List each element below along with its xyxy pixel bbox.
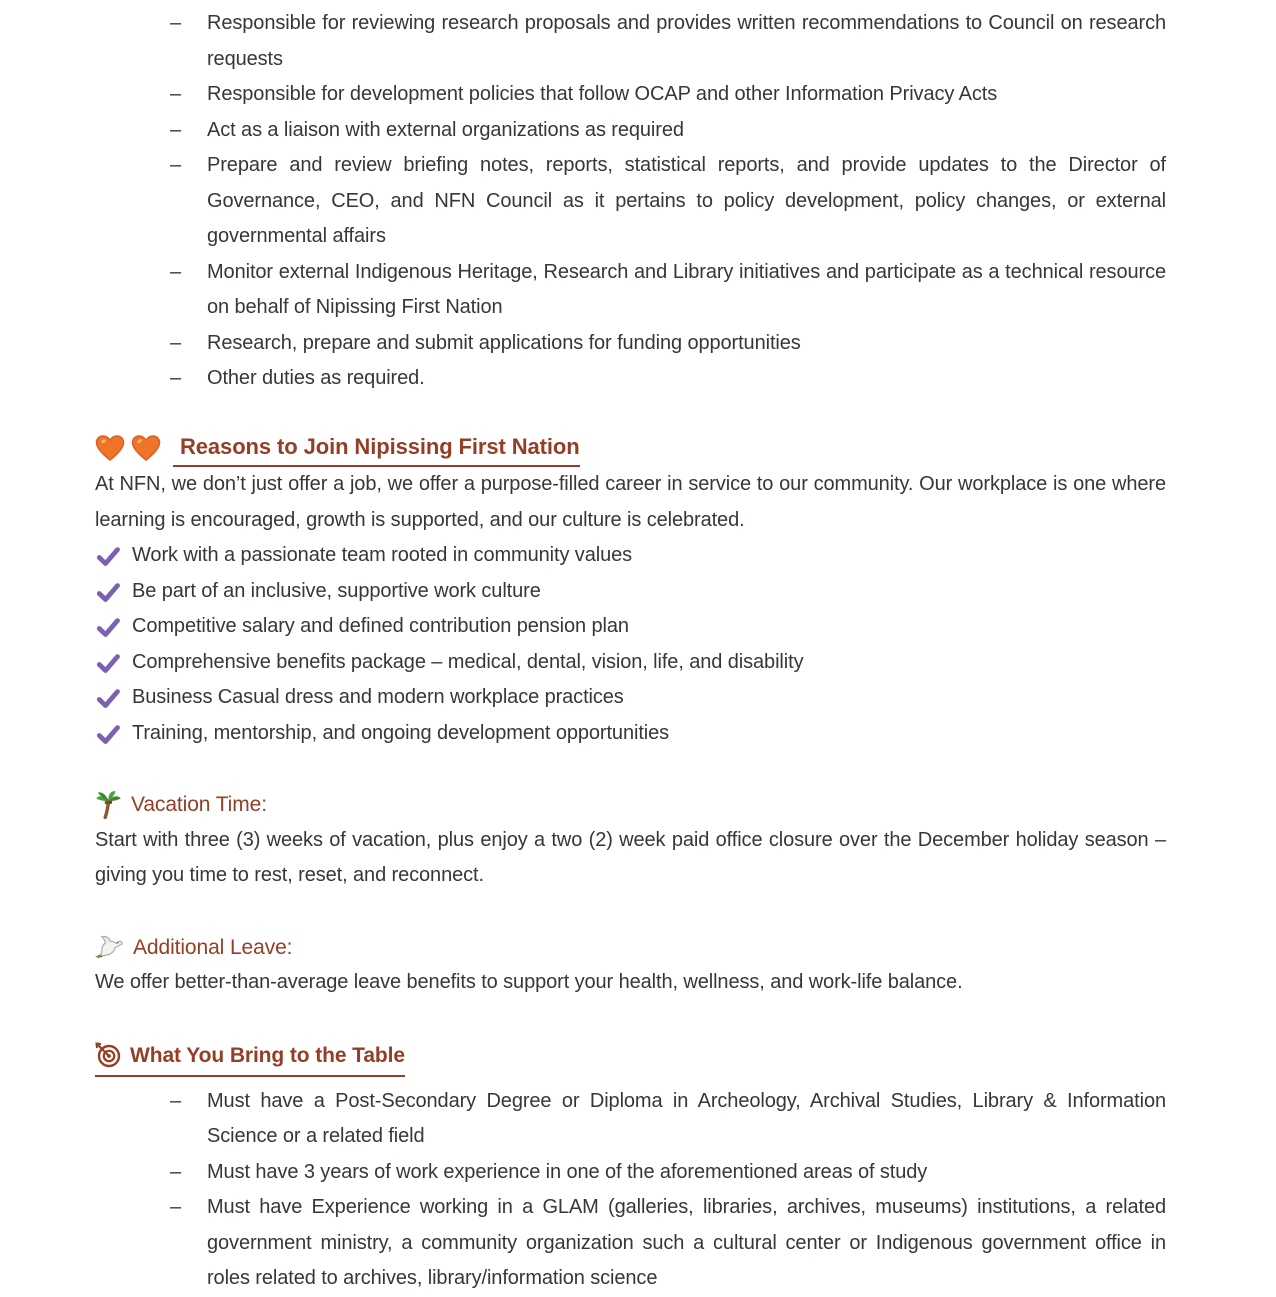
- reasons-check-list: [95, 538, 1166, 751]
- orange-heart-icon: [131, 434, 161, 462]
- reasons-check-item-text: Be part of an inclusive, supportive work culture: [132, 579, 541, 602]
- dash-bullet-icon: –: [170, 12, 182, 34]
- duties-list-item: [95, 6, 1166, 77]
- bring-heading-underline: [95, 1038, 405, 1078]
- reasons-check-item-text: Work with a passionate team rooted in community values: [132, 544, 633, 566]
- reasons-heading-text: Reasons to Join Nipissing First Nation: [173, 429, 580, 468]
- duties-list-item-text: Monitor external Indigenous Heritage, Research and Library initiatives and participate as a technical resource on behalf of Nipissing First Nation: [207, 260, 1166, 318]
- duties-list-item-text: Responsible for reviewing research proposals and provides written recommendations to Council on research requests: [207, 12, 1166, 70]
- dash-bullet-icon: –: [170, 154, 182, 176]
- dash-bullet-icon: –: [170, 1089, 182, 1112]
- check-mark-icon: [97, 618, 120, 638]
- reasons-check-item: [95, 574, 1166, 610]
- vacation-paragraph: Start with three (3) weeks of vacation, plus enjoy a two (2) week paid office closure over the December holiday season – giving you time to rest, reset, and reconnect.: [95, 828, 1166, 886]
- reasons-check-item: [95, 609, 1166, 645]
- additional-leave-paragraph: We offer better-than-average leave benefits to support your health, wellness, and work-life balance.: [95, 971, 963, 993]
- check-mark-icon: [97, 654, 120, 674]
- heart-icons-group: [95, 434, 161, 462]
- check-mark-icon: [97, 547, 120, 567]
- dove-icon: [95, 934, 124, 961]
- bring-list-item: [95, 1084, 1166, 1155]
- duties-list: [95, 6, 1166, 397]
- duties-list-item-text: Other duties as required.: [207, 367, 425, 389]
- duties-list-item: [95, 361, 1166, 397]
- check-mark-icon: [97, 583, 120, 603]
- reasons-check-item: [95, 716, 1166, 752]
- vacation-heading: [95, 787, 1166, 823]
- dash-bullet-icon: –: [170, 1160, 182, 1183]
- duties-list-item: [95, 148, 1166, 255]
- check-mark-icon: [97, 689, 120, 709]
- additional-leave-heading-text: Additional Leave:: [133, 935, 293, 959]
- duties-list-item-text: Act as a liaison with external organizations as required: [207, 118, 684, 141]
- dash-bullet-icon: –: [170, 331, 182, 354]
- bring-list-item: [95, 1155, 1166, 1191]
- duties-list-item-text: Research, prepare and submit applications for funding opportunities: [207, 331, 801, 354]
- duties-list-item: [95, 77, 1166, 113]
- dash-bullet-icon: –: [170, 367, 182, 389]
- dash-bullet-icon: –: [170, 83, 182, 105]
- reasons-check-item-text: Business Casual dress and modern workplace practices: [132, 686, 624, 708]
- bring-heading: [95, 1038, 1166, 1080]
- bring-list-item-text: Must have 3 years of work experience in one of the aforementioned areas of study: [207, 1160, 928, 1183]
- bring-list-item: [95, 1190, 1166, 1297]
- reasons-check-item: [95, 680, 1166, 716]
- dash-bullet-icon: –: [170, 260, 182, 283]
- additional-leave-heading: [95, 930, 1166, 966]
- duties-list-item-text: Responsible for development policies that follow OCAP and other Information Privacy Acts: [207, 83, 998, 105]
- bring-list: [95, 1084, 1166, 1297]
- duties-list-item: [95, 326, 1166, 362]
- dash-bullet-icon: –: [170, 118, 182, 141]
- duties-list-item: [95, 113, 1166, 149]
- palm-tree-icon: [95, 790, 122, 819]
- dart-target-icon: [95, 1042, 121, 1068]
- reasons-check-item: [95, 538, 1166, 574]
- vacation-heading-text: Vacation Time:: [131, 793, 267, 816]
- reasons-check-item-text: Competitive salary and defined contribution pension plan: [132, 615, 629, 637]
- reasons-check-item-text: Training, mentorship, and ongoing development opportunities: [132, 721, 670, 744]
- reasons-check-item-text: Comprehensive benefits package – medical, dental, vision, life, and disability: [132, 650, 804, 673]
- dash-bullet-icon: –: [170, 1196, 182, 1219]
- bring-heading-text: What You Bring to the Table: [130, 1043, 405, 1067]
- duties-list-item-text: Prepare and review briefing notes, reports, statistical reports, and provide updates to the Director of Governance, CEO, and NFN Council as it pertains to policy development, policy changes, or external governmental affairs: [207, 154, 1166, 247]
- orange-heart-icon: [95, 434, 125, 462]
- bring-list-item-text: Must have Experience working in a GLAM (galleries, libraries, archives, museums) institutions, a related government ministry, a community organization such a cultural center or Indigenous government office in roles related to archives, library/information science: [207, 1196, 1166, 1290]
- duties-list-item: [95, 255, 1166, 326]
- check-mark-icon: [97, 725, 120, 745]
- reasons-intro-paragraph: At NFN, we don’t just offer a job, we offer a purpose-filled career in service to our community. Our workplace is one where learning is encouraged, growth is supported, and our culture is celebrated.: [95, 473, 1166, 531]
- bring-list-item-text: Must have a Post-Secondary Degree or Diploma in Archeology, Archival Studies, Library & Information Science or a related field: [207, 1089, 1166, 1148]
- reasons-check-item: [95, 645, 1166, 681]
- reasons-heading: [95, 429, 1166, 468]
